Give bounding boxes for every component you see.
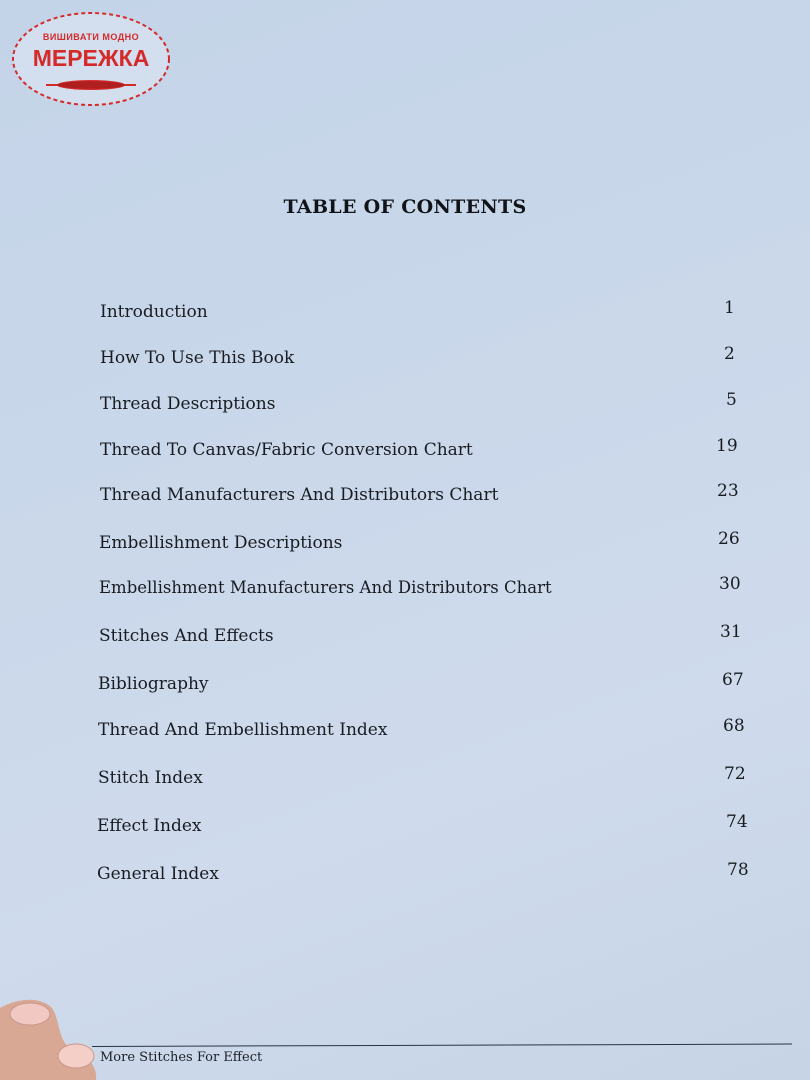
toc-entry-title: Introduction <box>100 302 208 322</box>
toc-entry-title: Embellishment Descriptions <box>99 533 343 553</box>
toc-entry <box>100 298 736 328</box>
toc-entry <box>100 436 740 466</box>
toc-entry-page: 72 <box>724 764 746 784</box>
toc-entry-page: 19 <box>716 436 738 456</box>
toc-entry-title: Effect Index <box>97 816 202 836</box>
toc-entry-page: 31 <box>720 622 742 642</box>
toc-entry-page: 5 <box>726 390 737 410</box>
toc-entry-title: Stitches And Effects <box>99 626 274 646</box>
toc-entry-title: Thread Manufacturers And Distributors Chart <box>100 485 499 505</box>
toc-entry-page: 74 <box>726 812 748 832</box>
toc-entry <box>98 670 748 700</box>
toc-entry <box>98 764 748 794</box>
toc-entry-title: General Index <box>97 864 219 884</box>
logo-brand-text: МЕРЕЖКА <box>32 45 150 71</box>
toc-entry-title: Bibliography <box>98 674 209 694</box>
toc-entry-page: 2 <box>724 344 735 364</box>
toc-entry-title: Stitch Index <box>98 768 203 788</box>
toc-entry <box>100 344 740 374</box>
toc-entry-page: 68 <box>723 716 745 736</box>
toc-entry <box>100 390 740 420</box>
toc-entry <box>99 622 742 652</box>
toc-entry-title: Thread To Canvas/Fabric Conversion Chart <box>100 440 473 460</box>
page-title: TABLE OF CONTENTS <box>283 196 527 218</box>
toc-entry <box>97 860 757 890</box>
toc-entry <box>99 574 741 604</box>
toc-entry <box>98 716 748 746</box>
toc-entry-title: How To Use This Book <box>100 348 295 368</box>
finger-photo-artifact <box>0 990 100 1080</box>
toc-entry-page: 67 <box>722 670 744 690</box>
toc-entry <box>100 481 740 511</box>
toc-entry-title: Thread And Embellishment Index <box>98 720 388 740</box>
toc-entry-page: 23 <box>717 481 739 501</box>
toc-entry-page: 1 <box>724 298 735 318</box>
toc-entry-title: Thread Descriptions <box>100 394 276 414</box>
toc-entry-page: 30 <box>719 574 741 594</box>
logo-small-text: ВИШИВАТИ МОДНО <box>42 32 140 42</box>
toc-entry <box>97 812 757 842</box>
toc-entry <box>99 529 740 559</box>
toc-entry-page: 26 <box>718 529 740 549</box>
running-footer: More Stitches For Effect <box>100 1050 263 1065</box>
toc-entry-page: 78 <box>727 860 749 880</box>
toc-entry-title: Embellishment Manufacturers And Distributors Chart <box>99 578 552 597</box>
